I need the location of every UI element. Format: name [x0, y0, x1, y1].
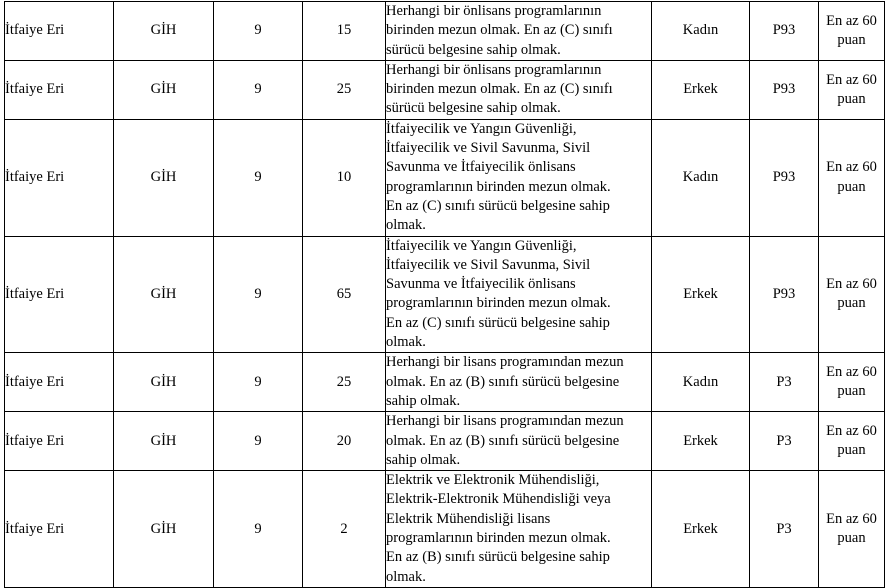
qualification-line: sürücü belgesine sahip olmak. — [386, 100, 561, 117]
min-score-cell — [819, 471, 885, 588]
min-score-cell — [819, 60, 885, 119]
class-cell: GİH — [114, 119, 214, 236]
qualification-line: olmak. — [386, 217, 426, 234]
class-cell: GİH — [114, 412, 214, 471]
qualification-line: Savunma ve İtfaiyecilik önlisans — [386, 276, 576, 293]
position-cell: İtfaiye Eri — [5, 471, 114, 588]
qualification-line: olmak. — [386, 334, 426, 351]
table-row — [5, 353, 885, 412]
qualification-line: sahip olmak. — [386, 392, 461, 409]
position-cell: İtfaiye Eri — [5, 412, 114, 471]
qualification-cell — [386, 119, 652, 236]
qualification-line: En az (B) sınıfı sürücü belgesine sahip — [386, 549, 610, 566]
qualification-cell — [386, 471, 652, 588]
position-cell: İtfaiye Eri — [5, 119, 114, 236]
score-type-cell: P3 — [750, 471, 819, 588]
grade-cell: 9 — [214, 2, 303, 61]
gender-cell: Erkek — [652, 412, 750, 471]
class-cell: GİH — [114, 353, 214, 412]
score-type-cell: P3 — [750, 353, 819, 412]
qualification-line: birinden mezun olmak. En az (C) sınıfı — [386, 81, 613, 98]
qualification-line: Elektrik ve Elektronik Mühendisliği, — [386, 472, 600, 489]
table-row — [5, 2, 885, 61]
min-score-cell — [819, 2, 885, 61]
position-cell: İtfaiye Eri — [5, 60, 114, 119]
table-body — [5, 2, 885, 588]
min-score-line: En az 60 — [826, 71, 877, 88]
qualification-line: İtfaiyecilik ve Yangın Güvenliği, — [386, 120, 577, 137]
qualification-line: Herhangi bir önlisans programlarının — [386, 3, 602, 19]
grade-cell: 9 — [214, 471, 303, 588]
quota-cell: 65 — [303, 236, 386, 353]
qualification-line: Herhangi bir önlisans programlarının — [386, 61, 602, 78]
min-score-line: puan — [837, 530, 866, 547]
qualification-cell — [386, 60, 652, 119]
min-score-line: En az 60 — [826, 363, 877, 380]
position-cell: İtfaiye Eri — [5, 2, 114, 61]
recruitment-table — [4, 1, 885, 588]
class-cell: GİH — [114, 60, 214, 119]
min-score-line: En az 60 — [826, 422, 877, 439]
score-type-cell: P3 — [750, 412, 819, 471]
min-score-line: puan — [837, 90, 866, 107]
quota-cell: 15 — [303, 2, 386, 61]
qualification-line: sürücü belgesine sahip olmak. — [386, 41, 561, 58]
qualification-cell — [386, 236, 652, 353]
gender-cell: Erkek — [652, 236, 750, 353]
qualification-line: İtfaiyecilik ve Sivil Savunma, Sivil — [386, 256, 591, 273]
qualification-cell — [386, 2, 652, 61]
table-row — [5, 412, 885, 471]
gender-cell: Erkek — [652, 471, 750, 588]
min-score-cell — [819, 353, 885, 412]
qualification-line: Elektrik-Elektronik Mühendisliği veya — [386, 491, 611, 508]
min-score-line: puan — [837, 31, 866, 48]
min-score-line: En az 60 — [826, 276, 877, 293]
table-row — [5, 60, 885, 119]
qualification-line: Herhangi bir lisans programından mezun — [386, 413, 624, 430]
grade-cell: 9 — [214, 353, 303, 412]
table-row — [5, 236, 885, 353]
class-cell: GİH — [114, 2, 214, 61]
min-score-line: puan — [837, 383, 866, 400]
score-type-cell: P93 — [750, 60, 819, 119]
qualification-line: Elektrik Mühendisliği lisans — [386, 510, 551, 527]
class-cell: GİH — [114, 471, 214, 588]
min-score-line: En az 60 — [826, 510, 877, 527]
qualification-line: İtfaiyecilik ve Sivil Savunma, Sivil — [386, 140, 591, 157]
score-type-cell: P93 — [750, 119, 819, 236]
min-score-cell — [819, 412, 885, 471]
qualification-line: olmak. En az (B) sınıfı sürücü belgesine — [386, 432, 620, 449]
qualification-line: programlarının birinden mezun olmak. — [386, 530, 611, 547]
quota-cell: 20 — [303, 412, 386, 471]
min-score-line: En az 60 — [826, 12, 877, 29]
score-type-cell: P93 — [750, 2, 819, 61]
min-score-cell — [819, 119, 885, 236]
qualification-cell — [386, 412, 652, 471]
qualification-cell — [386, 353, 652, 412]
score-type-cell: P93 — [750, 236, 819, 353]
gender-cell: Kadın — [652, 119, 750, 236]
qualification-line: Savunma ve İtfaiyecilik önlisans — [386, 159, 576, 176]
quota-cell: 2 — [303, 471, 386, 588]
grade-cell: 9 — [214, 60, 303, 119]
qualification-line: programlarının birinden mezun olmak. — [386, 178, 611, 195]
quota-cell: 25 — [303, 60, 386, 119]
min-score-line: En az 60 — [826, 159, 877, 176]
min-score-cell — [819, 236, 885, 353]
qualification-line: En az (C) sınıfı sürücü belgesine sahip — [386, 314, 610, 331]
class-cell: GİH — [114, 236, 214, 353]
quota-cell: 25 — [303, 353, 386, 412]
gender-cell: Kadın — [652, 353, 750, 412]
grade-cell: 9 — [214, 236, 303, 353]
min-score-line: puan — [837, 442, 866, 459]
qualification-line: sahip olmak. — [386, 451, 461, 468]
qualification-line: birinden mezun olmak. En az (C) sınıfı — [386, 22, 613, 39]
min-score-line: puan — [837, 295, 866, 312]
qualification-line: En az (C) sınıfı sürücü belgesine sahip — [386, 197, 610, 214]
grade-cell: 9 — [214, 119, 303, 236]
qualification-line: programlarının birinden mezun olmak. — [386, 295, 611, 312]
position-cell: İtfaiye Eri — [5, 236, 114, 353]
qualification-line: olmak. En az (B) sınıfı sürücü belgesine — [386, 373, 620, 390]
table-row — [5, 471, 885, 588]
position-cell: İtfaiye Eri — [5, 353, 114, 412]
gender-cell: Kadın — [652, 2, 750, 61]
min-score-line: puan — [837, 178, 866, 195]
qualification-line: olmak. — [386, 568, 426, 585]
gender-cell: Erkek — [652, 60, 750, 119]
quota-cell: 10 — [303, 119, 386, 236]
qualification-line: İtfaiyecilik ve Yangın Güvenliği, — [386, 237, 577, 254]
qualification-line: Herhangi bir lisans programından mezun — [386, 354, 624, 371]
table-row — [5, 119, 885, 236]
grade-cell: 9 — [214, 412, 303, 471]
